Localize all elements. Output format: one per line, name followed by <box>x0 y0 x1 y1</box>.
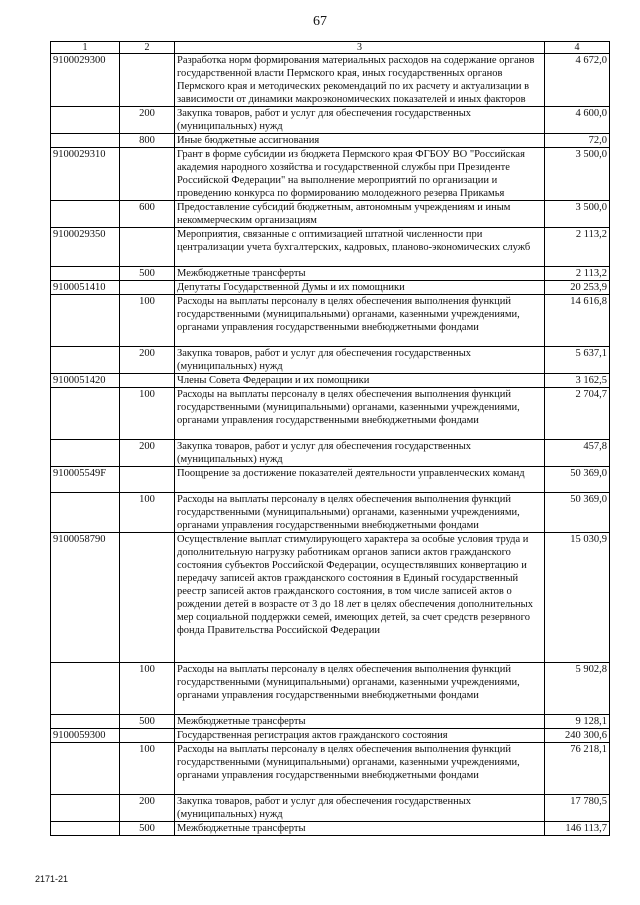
table-row <box>51 134 610 148</box>
row-code <box>51 493 120 533</box>
row-expense-type: 100 <box>120 743 175 795</box>
row-amount: 146 113,7 <box>545 822 610 836</box>
table-row <box>51 347 610 374</box>
row-code: 9100059300 <box>51 729 120 743</box>
row-name: Поощрение за достижение показателей деятельности управленческих команд <box>175 467 545 493</box>
table-row <box>51 54 610 107</box>
page-number: 67 <box>313 14 327 29</box>
header-col-2: 2 <box>120 42 175 54</box>
row-amount: 4 600,0 <box>545 107 610 134</box>
row-code: 9100051410 <box>51 281 120 295</box>
row-name: Расходы на выплаты персоналу в целях обеспечения выполнения функций государственными (муниципальными) органами, казенными учреждениями, органами управления государственными внебюджетными фондами <box>175 663 545 715</box>
table-row <box>51 388 610 440</box>
row-name: Государственная регистрация актов гражданского состояния <box>175 729 545 743</box>
row-amount: 14 616,8 <box>545 295 610 347</box>
row-code: 9100029310 <box>51 148 120 201</box>
row-expense-type <box>120 467 175 493</box>
row-name: Предоставление субсидий бюджетным, автономным учреждениям и иным некоммерческим организациям <box>175 201 545 228</box>
row-amount: 15 030,9 <box>545 533 610 663</box>
row-code: 9100051420 <box>51 374 120 388</box>
row-name: Осуществление выплат стимулирующего характера за особые условия труда и дополнительную нагрузку работникам органов записи актов гражданского состояния субъектов Российской Федерации, осуществлявших конвертацию и передачу записей актов гражданского состояния в Единый государственный реестр записей актов гражданского состояния, в том числе записей актов о рождении детей в возрасте от 3 до 18 лет в целях обеспечения дополнительных мер социальной поддержки семей, имеющих детей, за счет средств резервного фонда Правительства Российской Федерации <box>175 533 545 663</box>
row-amount: 76 218,1 <box>545 743 610 795</box>
row-name: Члены Совета Федерации и их помощники <box>175 374 545 388</box>
row-name: Мероприятия, связанные с оптимизацией штатной численности при централизации учета бухгалтерских, кадровых, планово-экономических служб <box>175 228 545 267</box>
table-row <box>51 374 610 388</box>
table-row <box>51 822 610 836</box>
row-expense-type <box>120 54 175 107</box>
row-name: Разработка норм формирования материальных расходов на содержание органов государственной власти Пермского края, иных государственных органов Пермского края и методических рекомендаций по их расчету и актуализации в зависимости от динамики макроэкономических показателей и иных факторов <box>175 54 545 107</box>
row-amount: 3 500,0 <box>545 148 610 201</box>
row-amount: 2 113,2 <box>545 228 610 267</box>
row-name: Иные бюджетные ассигнования <box>175 134 545 148</box>
document-code: 2171-21 <box>35 874 69 884</box>
row-code <box>51 347 120 374</box>
row-code <box>51 663 120 715</box>
row-code <box>51 743 120 795</box>
row-expense-type <box>120 374 175 388</box>
row-code: 9100058790 <box>51 533 120 663</box>
row-expense-type: 500 <box>120 267 175 281</box>
header-col-1: 1 <box>51 42 120 54</box>
budget-table <box>50 41 610 836</box>
row-amount: 20 253,9 <box>545 281 610 295</box>
row-amount: 5 637,1 <box>545 347 610 374</box>
row-name: Расходы на выплаты персоналу в целях обеспечения выполнения функций государственными (муниципальными) органами, казенными учреждениями, органами управления государственными внебюджетными фондами <box>175 743 545 795</box>
row-name: Закупка товаров, работ и услуг для обеспечения государственных (муниципальных) нужд <box>175 795 545 822</box>
row-name: Закупка товаров, работ и услуг для обеспечения государственных (муниципальных) нужд <box>175 347 545 374</box>
row-code <box>51 388 120 440</box>
row-code <box>51 267 120 281</box>
table-row <box>51 440 610 467</box>
row-amount: 5 902,8 <box>545 663 610 715</box>
row-expense-type <box>120 729 175 743</box>
row-amount: 50 369,0 <box>545 493 610 533</box>
row-code <box>51 822 120 836</box>
row-expense-type <box>120 281 175 295</box>
table-row <box>51 467 610 493</box>
row-amount: 17 780,5 <box>545 795 610 822</box>
row-name: Депутаты Государственной Думы и их помощники <box>175 281 545 295</box>
table-row <box>51 663 610 715</box>
row-code <box>51 134 120 148</box>
row-name: Расходы на выплаты персоналу в целях обеспечения выполнения функций государственными (муниципальными) органами, казенными учреждениями, органами управления государственными внебюджетными фондами <box>175 493 545 533</box>
table-row <box>51 201 610 228</box>
row-amount: 3 500,0 <box>545 201 610 228</box>
row-expense-type: 200 <box>120 107 175 134</box>
row-name: Закупка товаров, работ и услуг для обеспечения государственных (муниципальных) нужд <box>175 440 545 467</box>
table-row <box>51 107 610 134</box>
row-code <box>51 201 120 228</box>
row-code: 9100029300 <box>51 54 120 107</box>
row-name: Закупка товаров, работ и услуг для обеспечения государственных (муниципальных) нужд <box>175 107 545 134</box>
row-code <box>51 107 120 134</box>
table-row <box>51 729 610 743</box>
row-code <box>51 295 120 347</box>
row-code: 9100029350 <box>51 228 120 267</box>
table-row <box>51 493 610 533</box>
table-row <box>51 228 610 267</box>
row-amount: 50 369,0 <box>545 467 610 493</box>
table-row <box>51 281 610 295</box>
row-expense-type: 100 <box>120 295 175 347</box>
table-row <box>51 267 610 281</box>
row-amount: 457,8 <box>545 440 610 467</box>
row-amount: 9 128,1 <box>545 715 610 729</box>
row-amount: 3 162,5 <box>545 374 610 388</box>
row-name: Расходы на выплаты персоналу в целях обеспечения выполнения функций государственными (муниципальными) органами, казенными учреждениями, органами управления государственными внебюджетными фондами <box>175 388 545 440</box>
table-header-row <box>51 42 610 54</box>
row-expense-type: 800 <box>120 134 175 148</box>
header-col-4: 4 <box>545 42 610 54</box>
table-row <box>51 533 610 663</box>
row-name: Межбюджетные трансферты <box>175 822 545 836</box>
row-expense-type <box>120 148 175 201</box>
row-expense-type <box>120 228 175 267</box>
row-expense-type: 100 <box>120 663 175 715</box>
table-row <box>51 295 610 347</box>
row-expense-type: 500 <box>120 715 175 729</box>
header-col-3: 3 <box>175 42 545 54</box>
table-row <box>51 715 610 729</box>
row-code <box>51 440 120 467</box>
row-expense-type: 100 <box>120 388 175 440</box>
row-amount: 240 300,6 <box>545 729 610 743</box>
row-amount: 2 113,2 <box>545 267 610 281</box>
row-amount: 2 704,7 <box>545 388 610 440</box>
row-expense-type: 100 <box>120 493 175 533</box>
row-amount: 72,0 <box>545 134 610 148</box>
row-expense-type: 500 <box>120 822 175 836</box>
table-row <box>51 743 610 795</box>
row-name: Межбюджетные трансферты <box>175 267 545 281</box>
row-code <box>51 715 120 729</box>
row-name: Межбюджетные трансферты <box>175 715 545 729</box>
row-code: 910005549F <box>51 467 120 493</box>
row-expense-type: 200 <box>120 347 175 374</box>
table-row <box>51 148 610 201</box>
row-expense-type: 600 <box>120 201 175 228</box>
row-amount: 4 672,0 <box>545 54 610 107</box>
row-expense-type: 200 <box>120 440 175 467</box>
row-name: Грант в форме субсидии из бюджета Пермского края ФГБОУ ВО "Российская академия народного хозяйства и государственной службы при Президенте Российской Федерации" на выполнение мероприятий по организации и проведению конкурса по формированию молодежного резерва Прикамья <box>175 148 545 201</box>
row-expense-type: 200 <box>120 795 175 822</box>
row-expense-type <box>120 533 175 663</box>
table-row <box>51 795 610 822</box>
row-code <box>51 795 120 822</box>
row-name: Расходы на выплаты персоналу в целях обеспечения выполнения функций государственными (муниципальными) органами, казенными учреждениями, органами управления государственными внебюджетными фондами <box>175 295 545 347</box>
